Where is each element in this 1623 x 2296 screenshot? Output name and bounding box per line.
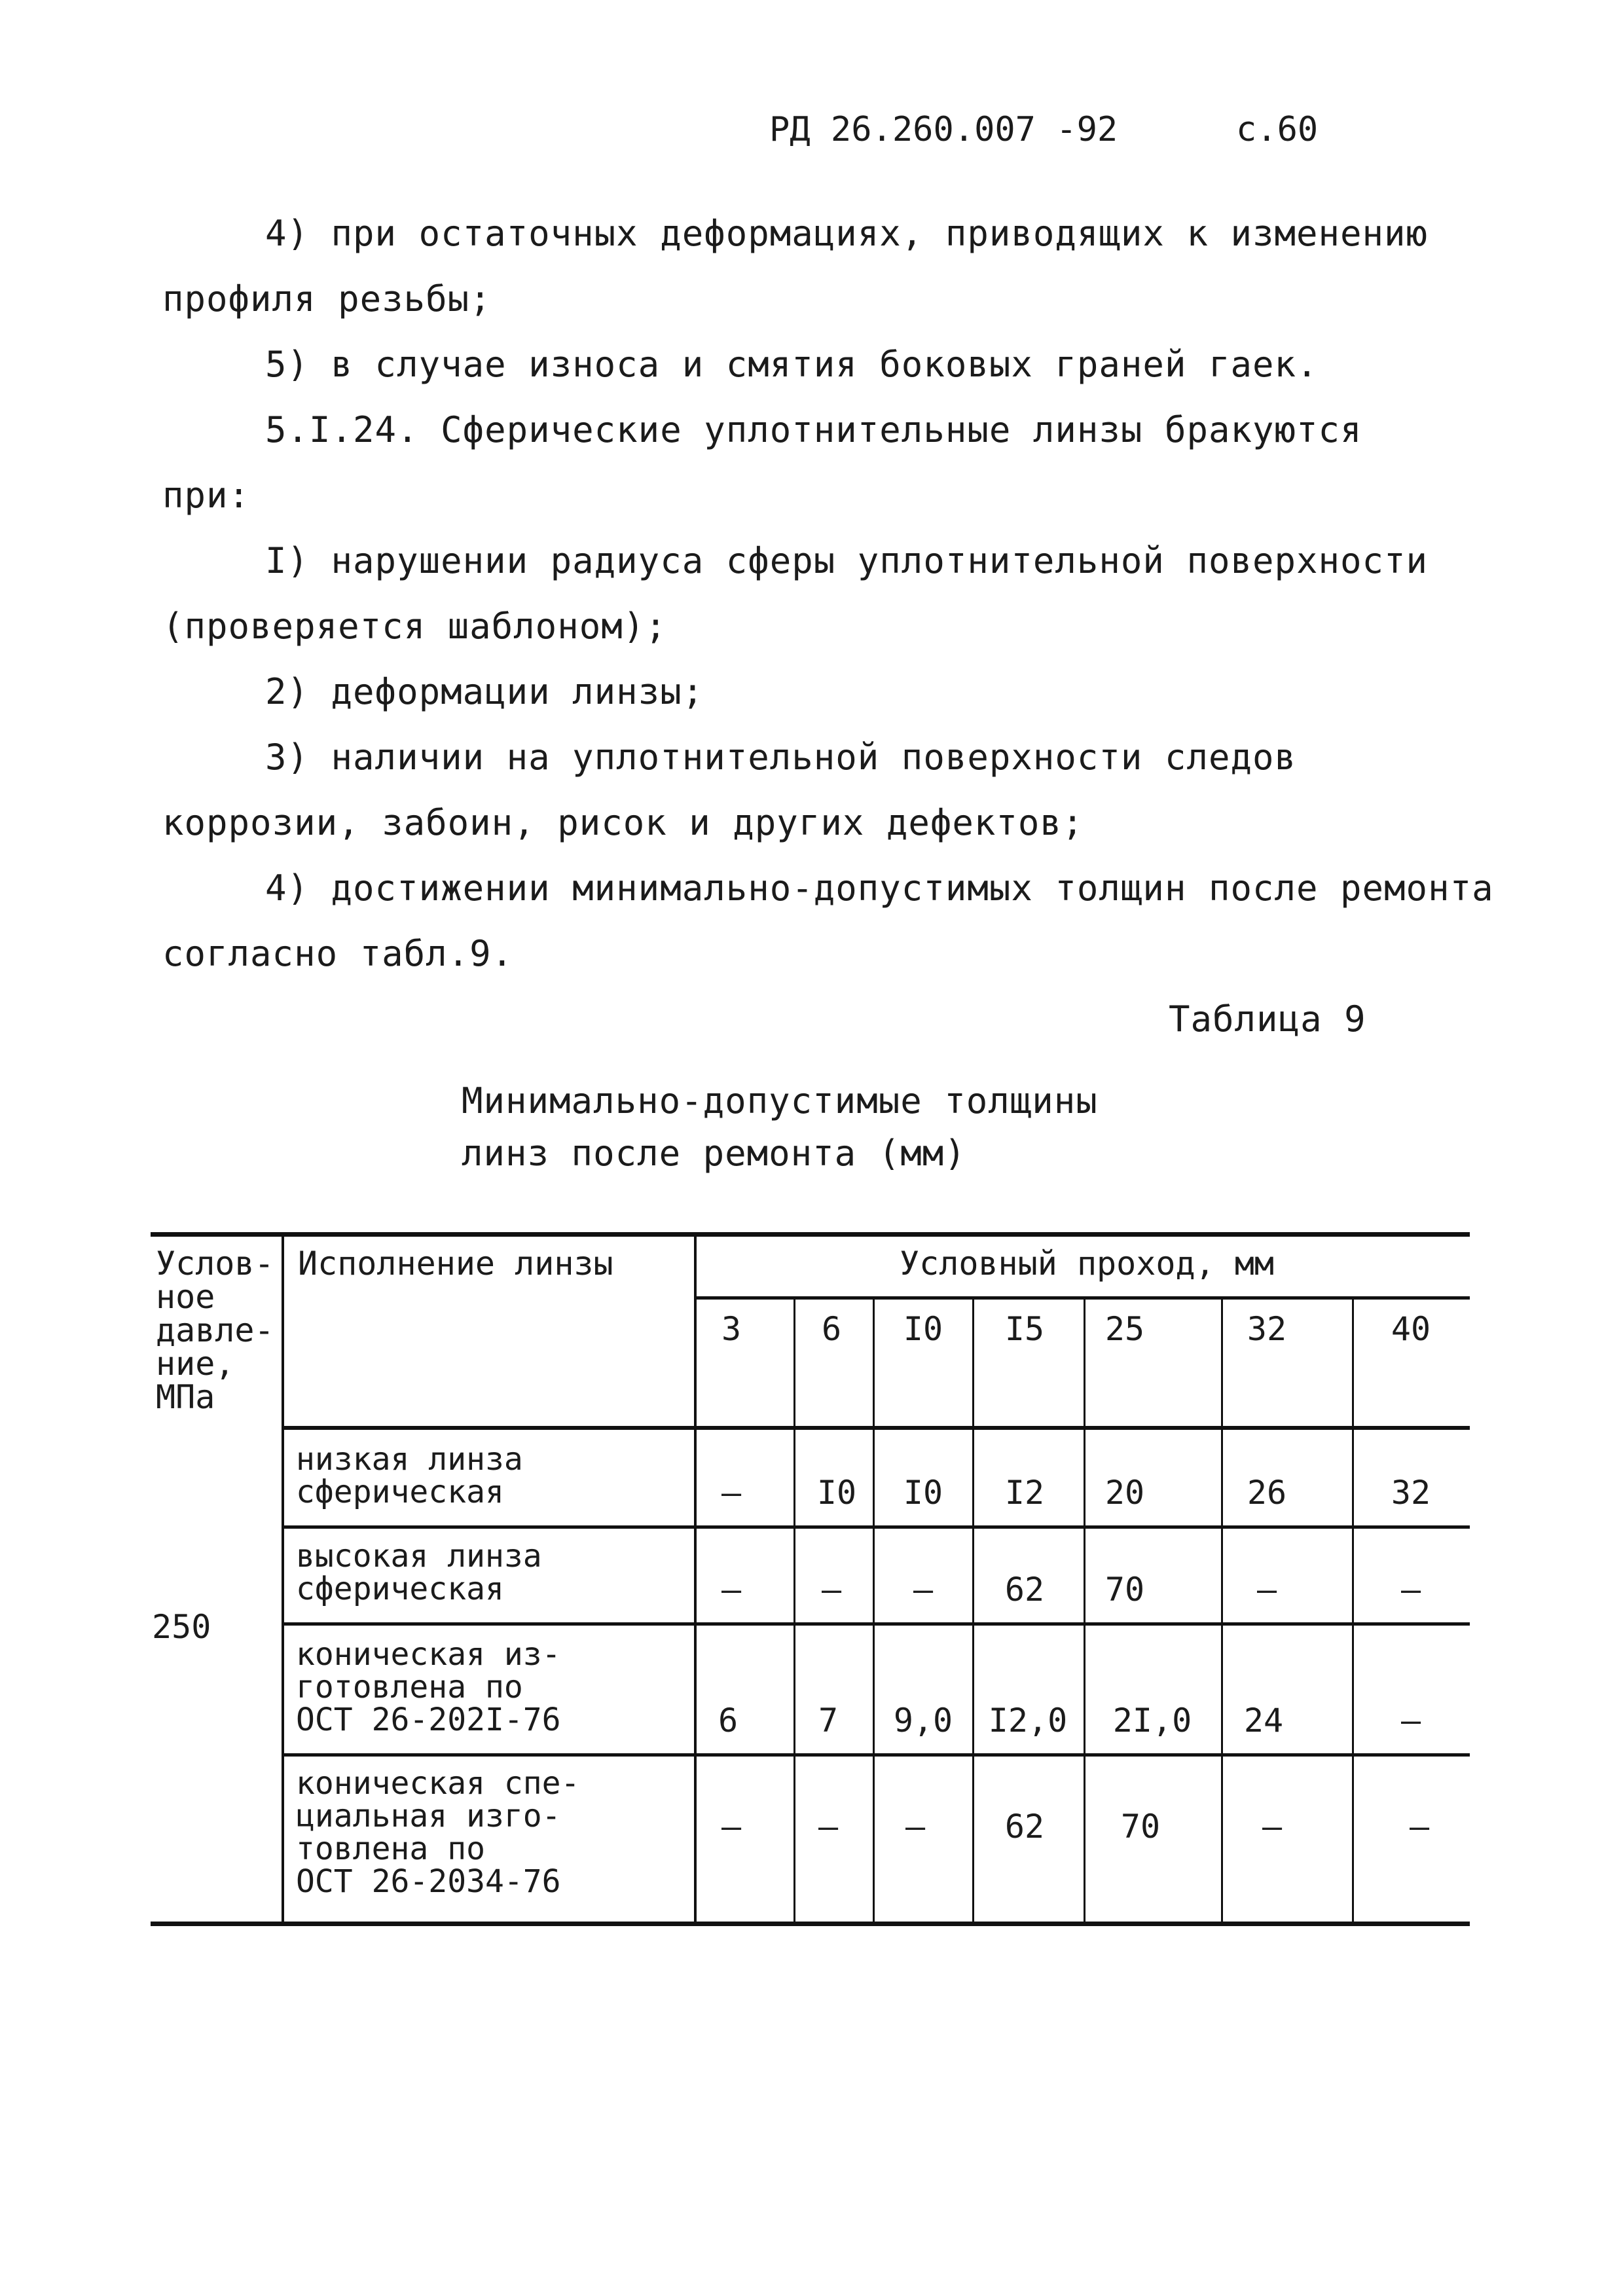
passage-size: 25 xyxy=(1104,1310,1145,1348)
table-cell: 9,0 xyxy=(893,1702,953,1740)
table-rule xyxy=(873,1298,875,1923)
table-rule xyxy=(282,1622,1470,1626)
table-cell: – xyxy=(1400,1702,1421,1740)
paragraph-text: коррозии, забоин, рисок и других дефектов; xyxy=(162,802,1084,843)
column-header-pressure: Услов- xyxy=(156,1245,274,1283)
table-rule xyxy=(282,1753,1470,1757)
table-cell: 26 xyxy=(1247,1474,1287,1512)
table-rule xyxy=(694,1234,697,1925)
table-label: Таблица 9 xyxy=(1169,998,1366,1040)
column-header-pressure: ние, xyxy=(156,1345,235,1383)
passage-size: 32 xyxy=(1247,1310,1287,1348)
page-number: с.60 xyxy=(1236,110,1319,149)
paragraph-text: I) нарушении радиуса сферы уплотнительной поверхности xyxy=(265,540,1429,581)
table-cell: I2,0 xyxy=(988,1702,1068,1740)
paragraph-text: 4) достижении минимально-допустимых толщин после ремонта xyxy=(265,867,1494,909)
table-cell: 62 xyxy=(1004,1571,1045,1609)
table-cell: – xyxy=(821,1571,842,1609)
passage-size: 6 xyxy=(821,1310,842,1348)
table-rule xyxy=(282,1234,284,1925)
passage-size: I0 xyxy=(903,1310,943,1348)
lens-type-name: товлена по xyxy=(296,1831,485,1867)
table-cell: I2 xyxy=(1004,1474,1045,1512)
paragraph-text: (проверяется шаблоном); xyxy=(162,606,667,647)
table-rule xyxy=(1221,1298,1223,1923)
paragraph-text: профиля резьбы; xyxy=(162,278,492,319)
table-rule xyxy=(282,1426,1470,1430)
table-cell: – xyxy=(721,1474,742,1512)
lens-type-name: готовлена по xyxy=(296,1669,523,1705)
table-cell: – xyxy=(721,1808,742,1846)
lens-type-name: циальная изго- xyxy=(296,1798,561,1834)
paragraph-text: согласно табл.9. xyxy=(162,933,514,974)
lens-type-name: сферическая xyxy=(296,1571,504,1607)
lens-type-name: высокая линза xyxy=(296,1538,542,1575)
lens-type-name: ОСТ 26-2034-76 xyxy=(296,1863,561,1900)
table-cell: – xyxy=(721,1571,742,1609)
paragraph-text: при: xyxy=(162,475,251,516)
table-cell: – xyxy=(905,1808,926,1846)
passage-size: I5 xyxy=(1004,1310,1045,1348)
table-cell: – xyxy=(913,1571,934,1609)
lens-type-name: коническая из- xyxy=(296,1636,561,1673)
table-rule xyxy=(972,1298,974,1923)
table-cell: 24 xyxy=(1243,1702,1284,1740)
table-cell: I0 xyxy=(816,1474,857,1512)
table-cell: – xyxy=(818,1808,839,1846)
table-cell: I0 xyxy=(903,1474,943,1512)
lens-type-name: низкая линза xyxy=(296,1441,523,1478)
passage-size: 3 xyxy=(721,1310,742,1348)
table-border-bottom xyxy=(151,1922,1470,1926)
table-cell: 32 xyxy=(1391,1474,1431,1512)
pressure-value: 250 xyxy=(152,1608,211,1646)
table-cell: 20 xyxy=(1104,1474,1145,1512)
lens-type-name: ОСТ 26-202I-76 xyxy=(296,1702,561,1738)
paragraph-text: 5) в случае износа и смятия боковых граней гаек. xyxy=(265,344,1319,385)
table-cell: 70 xyxy=(1104,1571,1145,1609)
table-rule xyxy=(1084,1298,1085,1923)
column-header-version: Исполнение линзы xyxy=(298,1245,613,1283)
table-cell: 6 xyxy=(718,1702,739,1740)
table-title: линз после ремонта (мм) xyxy=(462,1133,966,1174)
table-cell: – xyxy=(1262,1808,1283,1846)
table-cell: 70 xyxy=(1120,1808,1161,1846)
table-cell: 7 xyxy=(818,1702,839,1740)
table-cell: – xyxy=(1256,1571,1277,1609)
column-header-passage: Условный проход, мм xyxy=(900,1245,1274,1283)
lens-type-name: сферическая xyxy=(296,1474,504,1510)
table-cell: 2I,0 xyxy=(1112,1702,1192,1740)
table-title: Минимально-допустимые толщины xyxy=(462,1080,1098,1121)
lens-type-name: коническая спе- xyxy=(296,1765,580,1802)
column-header-pressure: ное xyxy=(156,1278,215,1316)
table-rule xyxy=(793,1298,795,1923)
table-rule xyxy=(282,1525,1470,1529)
table-rule xyxy=(1352,1298,1354,1923)
column-header-pressure: МПа xyxy=(156,1378,215,1416)
document-code: РД 26.260.007 -92 xyxy=(769,110,1118,149)
table-cell: 62 xyxy=(1004,1808,1045,1846)
paragraph-text: 3) наличии на уплотнительной поверхности следов xyxy=(265,737,1297,778)
table-border-top xyxy=(151,1232,1470,1237)
paragraph-text: 5.I.24. Сферические уплотнительные линзы бракуются xyxy=(265,409,1362,450)
table-cell: – xyxy=(1400,1571,1421,1609)
column-header-pressure: давле- xyxy=(156,1311,274,1349)
paragraph-text: 2) деформации линзы; xyxy=(265,671,704,712)
paragraph-text: 4) при остаточных деформациях, приводящих к изменению xyxy=(265,213,1429,254)
table-cell: – xyxy=(1409,1808,1430,1846)
passage-size: 40 xyxy=(1391,1310,1431,1348)
